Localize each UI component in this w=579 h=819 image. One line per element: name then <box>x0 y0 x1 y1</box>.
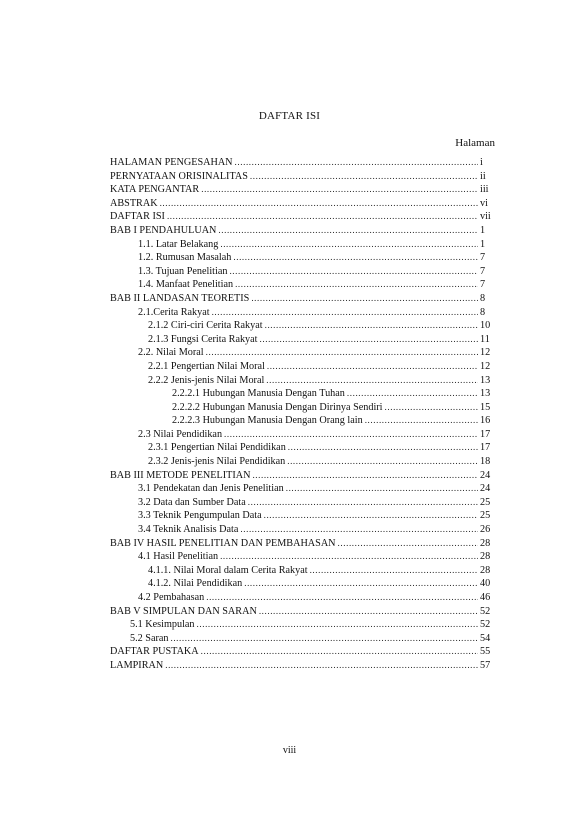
toc-entry-page: 1 <box>480 238 486 250</box>
toc-entry <box>110 632 494 646</box>
toc-dot-leader <box>338 537 478 551</box>
toc-entry-title: 3.3 Teknik Pengumpulan Data <box>138 510 262 522</box>
toc-dot-leader <box>235 156 478 170</box>
toc-dot-leader <box>250 170 478 184</box>
toc-entry-title: 2.1.Cerita Rakyat <box>138 306 210 318</box>
toc-entry-title: 5.2 Saran <box>130 632 169 644</box>
toc-dot-leader <box>167 210 478 224</box>
toc-dot-leader <box>267 360 478 374</box>
toc-entry <box>110 591 494 605</box>
toc-entry <box>110 265 494 279</box>
toc-entry <box>110 455 494 469</box>
toc-entry <box>110 441 494 455</box>
toc-entry <box>110 428 494 442</box>
toc-entry-title: 3.2 Data dan Sumber Data <box>138 496 246 508</box>
toc-entry-page: 7 <box>480 265 486 277</box>
toc-dot-leader <box>385 401 478 415</box>
toc-dot-leader <box>266 374 478 388</box>
toc-entry-title: DAFTAR ISI <box>110 211 165 223</box>
toc-entry <box>110 469 494 483</box>
toc-entry-title: 1.2. Rumusan Masalah <box>138 252 232 264</box>
toc-entry-page: 25 <box>480 510 491 522</box>
toc-entry-title: 3.1 Pendekatan dan Jenis Penelitian <box>138 483 284 495</box>
toc-entry <box>110 550 494 564</box>
toc-entry-page: vii <box>480 211 491 223</box>
toc-entry-page: 26 <box>480 524 491 536</box>
footer-page-number: viii <box>282 745 297 756</box>
toc-dot-leader <box>170 632 478 646</box>
toc-entry <box>110 346 494 360</box>
toc-entry <box>110 224 494 238</box>
toc-dot-leader <box>206 591 478 605</box>
toc-entry <box>110 197 494 211</box>
toc-entry-title: 2.2.2 Jenis-jenis Nilai Moral <box>148 374 265 386</box>
toc-entry-title: BAB I PENDAHULUAN <box>110 224 217 236</box>
toc-entry-page: 17 <box>480 442 491 454</box>
toc-entry-title: 3.4 Teknik Analisis Data <box>138 524 239 536</box>
toc-dot-leader <box>264 509 478 523</box>
toc-dot-leader <box>201 645 478 659</box>
toc-entry-title: 1.1. Latar Belakang <box>138 238 219 250</box>
toc-entry-page: i <box>480 157 483 168</box>
toc-entry-title: 4.1.2. Nilai Pendidikan <box>148 578 243 590</box>
toc-dot-leader <box>220 550 478 564</box>
toc-dot-leader <box>233 251 478 265</box>
toc-entry-title: 2.2. Nilai Moral <box>138 347 204 359</box>
toc-entry-page: 24 <box>480 483 491 495</box>
toc-entry-title: 4.1.1. Nilai Moral dalam Cerita Rakyat <box>148 564 308 576</box>
toc-entry-page: 13 <box>480 374 491 386</box>
toc-entry-title: 4.1 Hasil Penelitian <box>138 551 219 563</box>
toc-dot-leader <box>229 265 478 279</box>
toc-entry <box>110 387 494 401</box>
toc-entry-page: 52 <box>480 605 491 617</box>
toc-entry-title: 2.3.2 Jenis-jenis Nilai Pendidikan <box>148 456 286 468</box>
toc-entry <box>110 156 494 170</box>
toc-entry-page: 46 <box>480 592 491 603</box>
toc-dot-leader <box>224 428 478 442</box>
toc-entry <box>110 333 494 347</box>
toc-entry-page: 16 <box>480 415 491 427</box>
toc-entry-page: 13 <box>480 388 491 400</box>
toc-entry-page: 24 <box>480 469 491 481</box>
toc-dot-leader <box>347 387 478 401</box>
toc-entry-title: 4.2 Pembahasan <box>138 592 205 603</box>
toc-dot-leader <box>286 482 478 496</box>
toc-entry <box>110 292 494 306</box>
toc-dot-leader <box>310 564 478 578</box>
toc-entry <box>110 210 494 224</box>
toc-entry <box>110 374 494 388</box>
toc-entry <box>110 605 494 619</box>
toc-entry-page: 15 <box>480 401 491 413</box>
toc-dot-leader <box>218 224 478 238</box>
toc-entry-page: 28 <box>480 564 491 576</box>
toc-entry-page: 28 <box>480 537 491 549</box>
toc-entry-title: 2.1.3 Fungsi Cerita Rakyat <box>148 333 258 345</box>
toc-entry-page: 18 <box>480 456 491 468</box>
toc-entry-title: 2.3.1 Pengertian Nilai Pendidikan <box>148 442 286 454</box>
toc-entry <box>110 577 494 591</box>
toc-dot-leader <box>220 238 478 252</box>
toc-entry <box>110 509 494 523</box>
toc-entry <box>110 319 494 333</box>
toc-entry-title: DAFTAR PUSTAKA <box>110 646 199 658</box>
toc-entry-page: 28 <box>480 551 491 563</box>
toc-dot-leader <box>165 659 478 673</box>
toc-entry-page: 7 <box>480 252 486 264</box>
toc-entry-page: vi <box>480 197 488 209</box>
toc-dot-leader <box>248 496 478 510</box>
toc-entry <box>110 537 494 551</box>
toc-entry-page: 7 <box>480 279 486 291</box>
toc-entry-title: BAB IV HASIL PENELITIAN DAN PEMBAHASAN <box>110 537 336 549</box>
toc-entry-page: 1 <box>480 224 486 236</box>
toc-dot-leader <box>201 183 478 197</box>
toc-entry-title: ABSTRAK <box>110 197 158 209</box>
toc-dot-leader <box>259 605 478 619</box>
toc-entry-title: PERNYATAAN ORISINALITAS <box>110 170 248 182</box>
table-of-contents <box>110 156 494 673</box>
toc-entry-title: 2.2.2.3 Hubungan Manusia Dengan Orang lain <box>172 415 363 427</box>
toc-entry <box>110 482 494 496</box>
toc-entry <box>110 306 494 320</box>
toc-entry <box>110 523 494 537</box>
toc-entry-page: 8 <box>480 306 486 318</box>
toc-entry-page: 11 <box>480 333 490 345</box>
toc-entry-title: LAMPIRAN <box>110 659 164 671</box>
toc-entry-title: 5.1 Kesimpulan <box>130 619 195 631</box>
toc-dot-leader <box>251 292 478 306</box>
toc-entry-page: 12 <box>480 360 491 372</box>
toc-entry-page: 52 <box>480 619 491 631</box>
toc-entry-page: 55 <box>480 646 491 658</box>
toc-dot-leader <box>235 278 478 292</box>
toc-entry <box>110 414 494 428</box>
toc-dot-leader <box>212 306 478 320</box>
toc-entry-title: 1.4. Manfaat Penelitian <box>138 279 234 291</box>
toc-entry <box>110 251 494 265</box>
toc-entry <box>110 401 494 415</box>
toc-entry-page: iii <box>480 184 489 196</box>
toc-entry-title: BAB II LANDASAN TEORETIS <box>110 292 250 304</box>
toc-entry <box>110 170 494 184</box>
toc-entry <box>110 360 494 374</box>
toc-entry-title: KATA PENGANTAR <box>110 184 200 196</box>
toc-entry <box>110 183 494 197</box>
toc-entry <box>110 238 494 252</box>
toc-entry-page: 8 <box>480 292 486 304</box>
toc-dot-leader <box>288 441 478 455</box>
toc-entry-page: 10 <box>480 320 491 332</box>
toc-entry-title: HALAMAN PENGESAHAN <box>110 157 233 168</box>
page-column-label: Halaman <box>455 137 495 149</box>
toc-entry-page: 54 <box>480 632 491 644</box>
toc-dot-leader <box>260 333 478 347</box>
toc-entry <box>110 618 494 632</box>
toc-entry-page: 57 <box>480 659 491 671</box>
toc-entry-title: 2.3 Nilai Pendidikan <box>138 428 223 440</box>
toc-dot-leader <box>197 618 478 632</box>
toc-dot-leader <box>265 319 478 333</box>
toc-dot-leader <box>244 577 478 591</box>
toc-entry-title: 2.1.2 Ciri-ciri Cerita Rakyat <box>148 320 263 332</box>
toc-entry-page: 17 <box>480 428 491 440</box>
toc-dot-leader <box>252 469 478 483</box>
toc-entry-title: BAB V SIMPULAN DAN SARAN <box>110 605 257 617</box>
toc-entry <box>110 278 494 292</box>
toc-entry-page: 25 <box>480 496 491 508</box>
toc-entry <box>110 659 494 673</box>
toc-entry-page: 12 <box>480 347 491 359</box>
toc-entry-title: BAB III METODE PENELITIAN <box>110 469 251 481</box>
toc-entry-title: 2.2.2.1 Hubungan Manusia Dengan Tuhan <box>172 388 345 400</box>
toc-dot-leader <box>206 346 478 360</box>
toc-dot-leader <box>160 197 478 211</box>
toc-entry-page: ii <box>480 170 486 182</box>
page-title: DAFTAR ISI <box>258 110 321 122</box>
toc-entry-title: 2.2.2.2 Hubungan Manusia Dengan Dirinya Sendiri <box>172 401 383 413</box>
toc-dot-leader <box>365 414 478 428</box>
toc-dot-leader <box>240 523 478 537</box>
toc-entry-page: 40 <box>480 578 491 590</box>
toc-entry <box>110 564 494 578</box>
toc-entry <box>110 496 494 510</box>
toc-entry-title: 1.3. Tujuan Penelitian <box>138 265 228 277</box>
toc-dot-leader <box>287 455 478 469</box>
toc-entry <box>110 645 494 659</box>
toc-entry-title: 2.2.1 Pengertian Nilai Moral <box>148 360 265 372</box>
